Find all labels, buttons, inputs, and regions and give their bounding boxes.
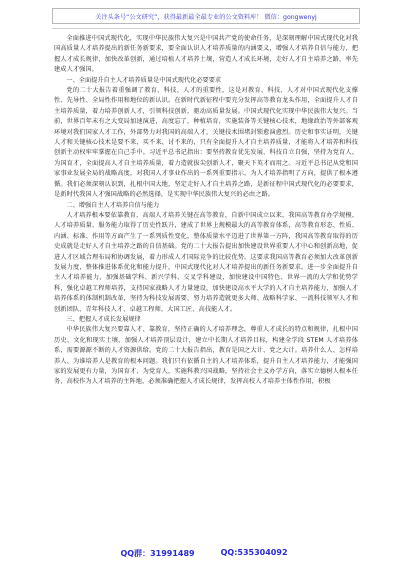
header-banner-text: 关注头条号“公文研究”，获得最新最全最专业的公文资料库！ 微信：gongwenyj [95,13,317,21]
paragraph-section-1: 党的二十大报告着重强调了教育、科技、人才的重要性，这是对教育、科技、人才对中国式现代化支撑性、先导性、全局性作用和地位的新认识。在新时代新征程中要充分发挥高等教育龙头作用，全面提升人才自主培养质量，着力培养创新人才，引领科技创新，驱动高质量发展。中国式现代化实现中华民族伟大复兴。当前，世界百年未有之大变局加速演进，高度忘了，种植培育，实施装备等关键核心技术，地缘政治等外部客观环境对我们国家人才工作，外部势力对我国的高端人才，关键技术围堵封锁愈演愈烈。历史和事实证明，关键人才和关键核心技术是要不来、买不来、讨不来的，只有全面提升人才自主培养质量，才能将人才培养和科技创新主动权牢牢掌握在自己手中。习近平总书记指出：要坚持教育优先发展、科技自立自强，坚持为党育人、为国育才，全面提高人才自主培养质量，着力造就拔尖创新人才，聚天下英才而用之。习近平总书记从党和国家事业发展全局的战略高度，对我国人才事业作出的一系列重要指示，为人才培养指明了方向，提供了根本遵循。我们必须深刻认识到，扎根中国大地，坚定走好人才自主培养之路，是新征程中国式现代化的必要要求，是新时代我国人才强国战略的必然选择，是实现中华民族伟大复兴的必由之路。 [54,87,358,199]
header-banner [52,8,360,24]
footer-qq: QQ:535304092 [220,548,288,557]
section-heading-3: 三、把握人才成长发展规律 [66,315,141,323]
paragraph-section-2: 人才培养根本要依靠教育，高端人才培养关键在高等教育，自新中国成立以来，我国高等教育办学规模、人才培养质量、服务能力取得了历史性跃升，建成了世界上规模最大的高等教育体系，高等教育形态、性质、内涵、标准、作用等方面产生了一系列质性变化，整体质量水平迈进了世界第一方阵，我国高等教育取得的历史成就是走好人才自主培养之路的自信基础。党的二十大报告提出加快建设世界重要人才中心和创新高地，促进人才区域合理布局和协调发展，着力形成人才国际竞争的比较优势，这要求我国高等教育必须加大改革创新发展力度，整体推进体系优化和能力提升，中国式现代化对人才培养提出的新任务新要求。进一步全面提升自主人才培养能力，加强基础学科、新兴学科、交叉学科建设，加快建设中国特色、世界一流的大学和优势学科，强化卓越工程师培养，支持国家战略人才力量建设，加快建设高水平大学的人才自主培养能力，加强人才培养体系的体制机制改革，坚持为科技发展需要，努力培养造就更多大师、战略科学家、一流科技领军人才和创新团队、青年科技人才、卓越工程师、大国工匠、高技能人才。 [54,211,358,313]
paragraph-section-3: 中华民族伟大复兴要靠人才、靠教育，坚持正确的人才培养理念，尊重人才成长的特点和规律，扎根中国历史、文化和现实土壤，加强人才培养顶层设计，建立中长期人才培养目标，构建全学段 STEM 人才培养体系，需要源源不断的人才资源供给。党的二十大报告指出，教育是国之大计、党之大计。培养什么人、怎样培养人、为谁培养人是教育的根本问题。我们只有依循自主的人才培养体系，提升自主人才培养能力，才能强国家的发展更有力量，为国育才、为党育人，实施科教兴国战略，坚持社会主义办学方向，落实立德树人根本任务，高校作为人才培养的主阵地，必须准确把握人才成长规律，发挥高校人才培养主体性作用，积极 [54,326,358,386]
footer-contact [0,548,408,559]
footer-qq-group: QQ群：31991489 [120,549,195,558]
section-heading-2: 二、增强自主人才培养自信与能力 [66,201,160,209]
section-heading-1: 一、全面提升自主人才培养质量是中国式现代化必要要求 [66,76,222,84]
document-body [54,34,358,542]
paragraph-intro: 全面推进中国式现代化，实现中华民族伟大复兴是中国共产党的使命任务，是深刻理解中国式现代化对我国高质量人才培养提出的新任务新要求，要全面认识人才培养质量的内涵要义，增强人才培养自信与能力，把握人才成长规律，加快改革创新，通过培植人才培养土壤，营造人才成长环境，走好人才自主培养之路，率先建成人才强国。 [54,35,358,74]
header-divider [52,28,360,29]
